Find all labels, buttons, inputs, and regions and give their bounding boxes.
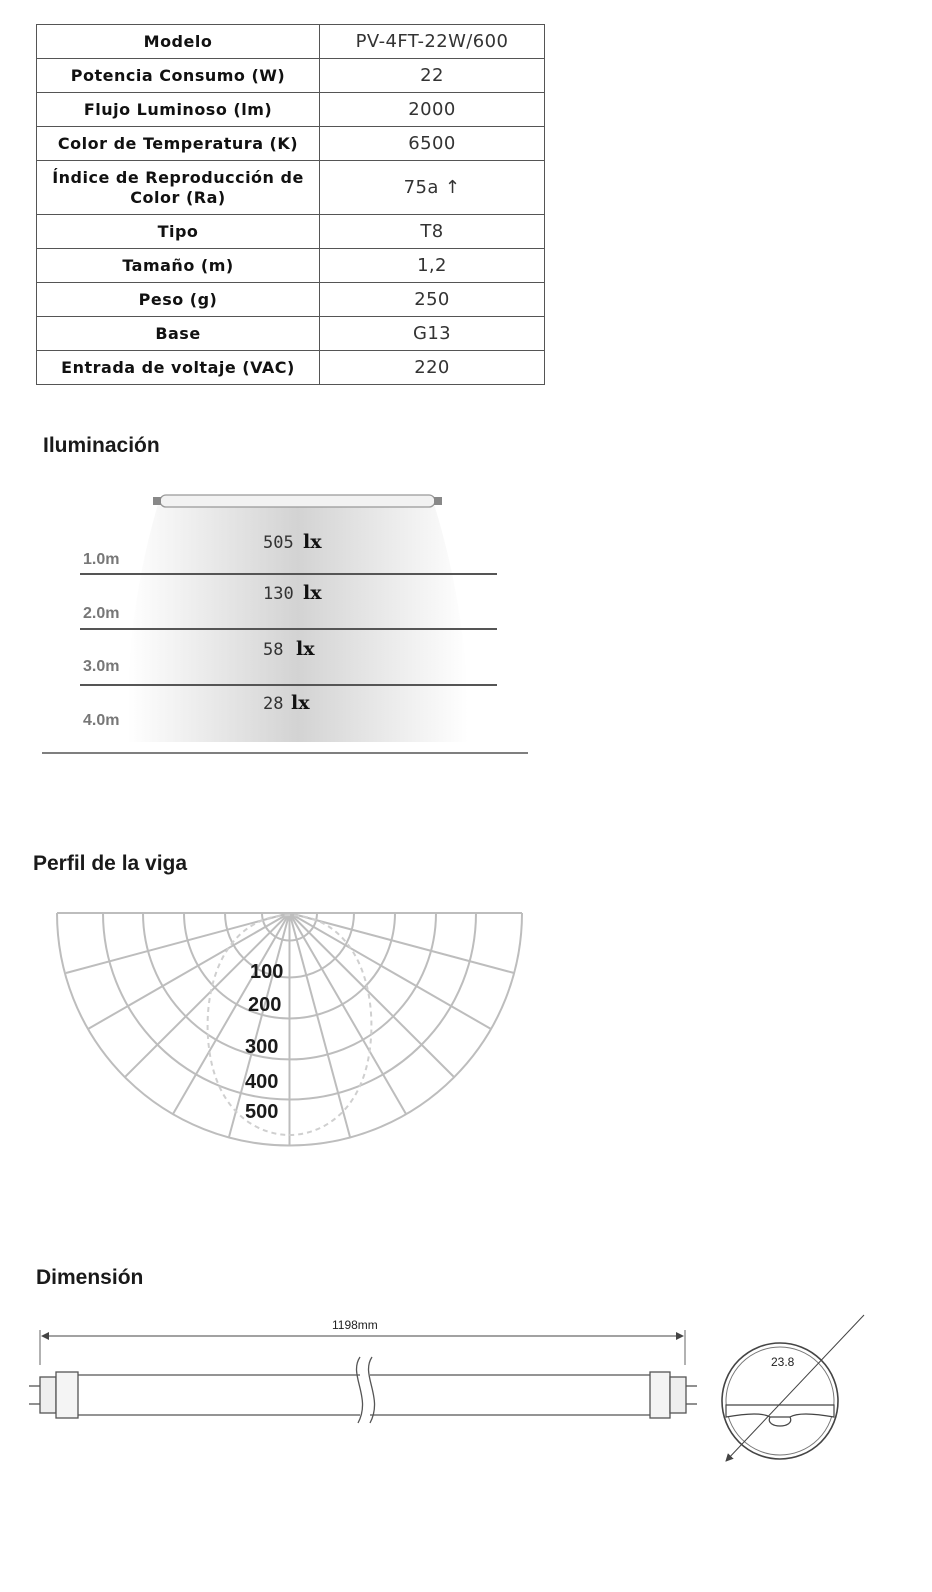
lux-value: 505 bbox=[263, 533, 294, 553]
lux-unit: lx bbox=[303, 582, 322, 604]
lux-value: 130 bbox=[263, 584, 294, 604]
table-row bbox=[37, 59, 545, 93]
ring-label: 200 bbox=[248, 994, 282, 1016]
illumination-diagram bbox=[0, 480, 560, 780]
beam-profile-title: Perfil de la viga bbox=[33, 852, 188, 875]
table-row bbox=[37, 249, 545, 283]
lux-value: 58 bbox=[263, 640, 284, 660]
diameter-dimension-line bbox=[726, 1315, 864, 1461]
spec-value: G13 bbox=[320, 317, 545, 351]
table-row bbox=[37, 215, 545, 249]
spec-value: 6500 bbox=[320, 127, 545, 161]
table-row bbox=[37, 283, 545, 317]
spec-value: 220 bbox=[320, 351, 545, 385]
spec-value: PV-4FT-22W/600 bbox=[320, 25, 545, 59]
lux-unit: lx bbox=[303, 531, 322, 553]
tube-cross-section bbox=[722, 1315, 864, 1461]
spec-label: Entrada de voltaje (VAC) bbox=[37, 351, 320, 385]
spec-label: Potencia Consumo (W) bbox=[37, 59, 320, 93]
spec-label: Índice de Reproducción de Color (Ra) bbox=[37, 161, 320, 215]
polar-diagram bbox=[0, 905, 560, 1165]
lux-unit: lx bbox=[296, 638, 315, 660]
tube-lamp-icon bbox=[153, 495, 442, 507]
table-row bbox=[37, 127, 545, 161]
lux-value: 28 bbox=[263, 694, 284, 714]
spec-value: 1,2 bbox=[320, 249, 545, 283]
distance-label: 3.0m bbox=[83, 658, 120, 675]
spec-value: 2000 bbox=[320, 93, 545, 127]
distance-label: 2.0m bbox=[83, 605, 120, 622]
spec-label: Peso (g) bbox=[37, 283, 320, 317]
spec-label: Flujo Luminoso (lm) bbox=[37, 93, 320, 127]
table-row bbox=[37, 351, 545, 385]
distance-label: 4.0m bbox=[83, 712, 120, 729]
spec-value: 22 bbox=[320, 59, 545, 93]
spec-value: T8 bbox=[320, 215, 545, 249]
spec-table bbox=[36, 24, 545, 385]
ring-label: 100 bbox=[250, 961, 284, 983]
polar-grid bbox=[57, 913, 522, 1146]
ring-label: 500 bbox=[245, 1101, 279, 1123]
ring-label: 400 bbox=[245, 1071, 279, 1093]
spec-label: Base bbox=[37, 317, 320, 351]
table-row bbox=[37, 317, 545, 351]
table-row bbox=[37, 161, 545, 215]
spec-label: Modelo bbox=[37, 25, 320, 59]
dimension-drawing bbox=[0, 1305, 932, 1495]
table-row bbox=[37, 93, 545, 127]
table-row bbox=[37, 25, 545, 59]
spec-value: 250 bbox=[320, 283, 545, 317]
illumination-title: Iluminación bbox=[43, 434, 160, 457]
dimension-title: Dimensión bbox=[36, 1266, 144, 1289]
tube-side-view bbox=[29, 1357, 697, 1423]
ring-label: 300 bbox=[245, 1036, 279, 1058]
diameter-label: 23.8 bbox=[771, 1355, 795, 1369]
distance-label: 1.0m bbox=[83, 551, 120, 568]
length-label: 1198mm bbox=[332, 1318, 378, 1332]
spec-label: Color de Temperatura (K) bbox=[37, 127, 320, 161]
lux-unit: lx bbox=[291, 692, 310, 714]
spec-value: 75a ↑ bbox=[320, 161, 545, 215]
spec-label: Tipo bbox=[37, 215, 320, 249]
spec-label: Tamaño (m) bbox=[37, 249, 320, 283]
